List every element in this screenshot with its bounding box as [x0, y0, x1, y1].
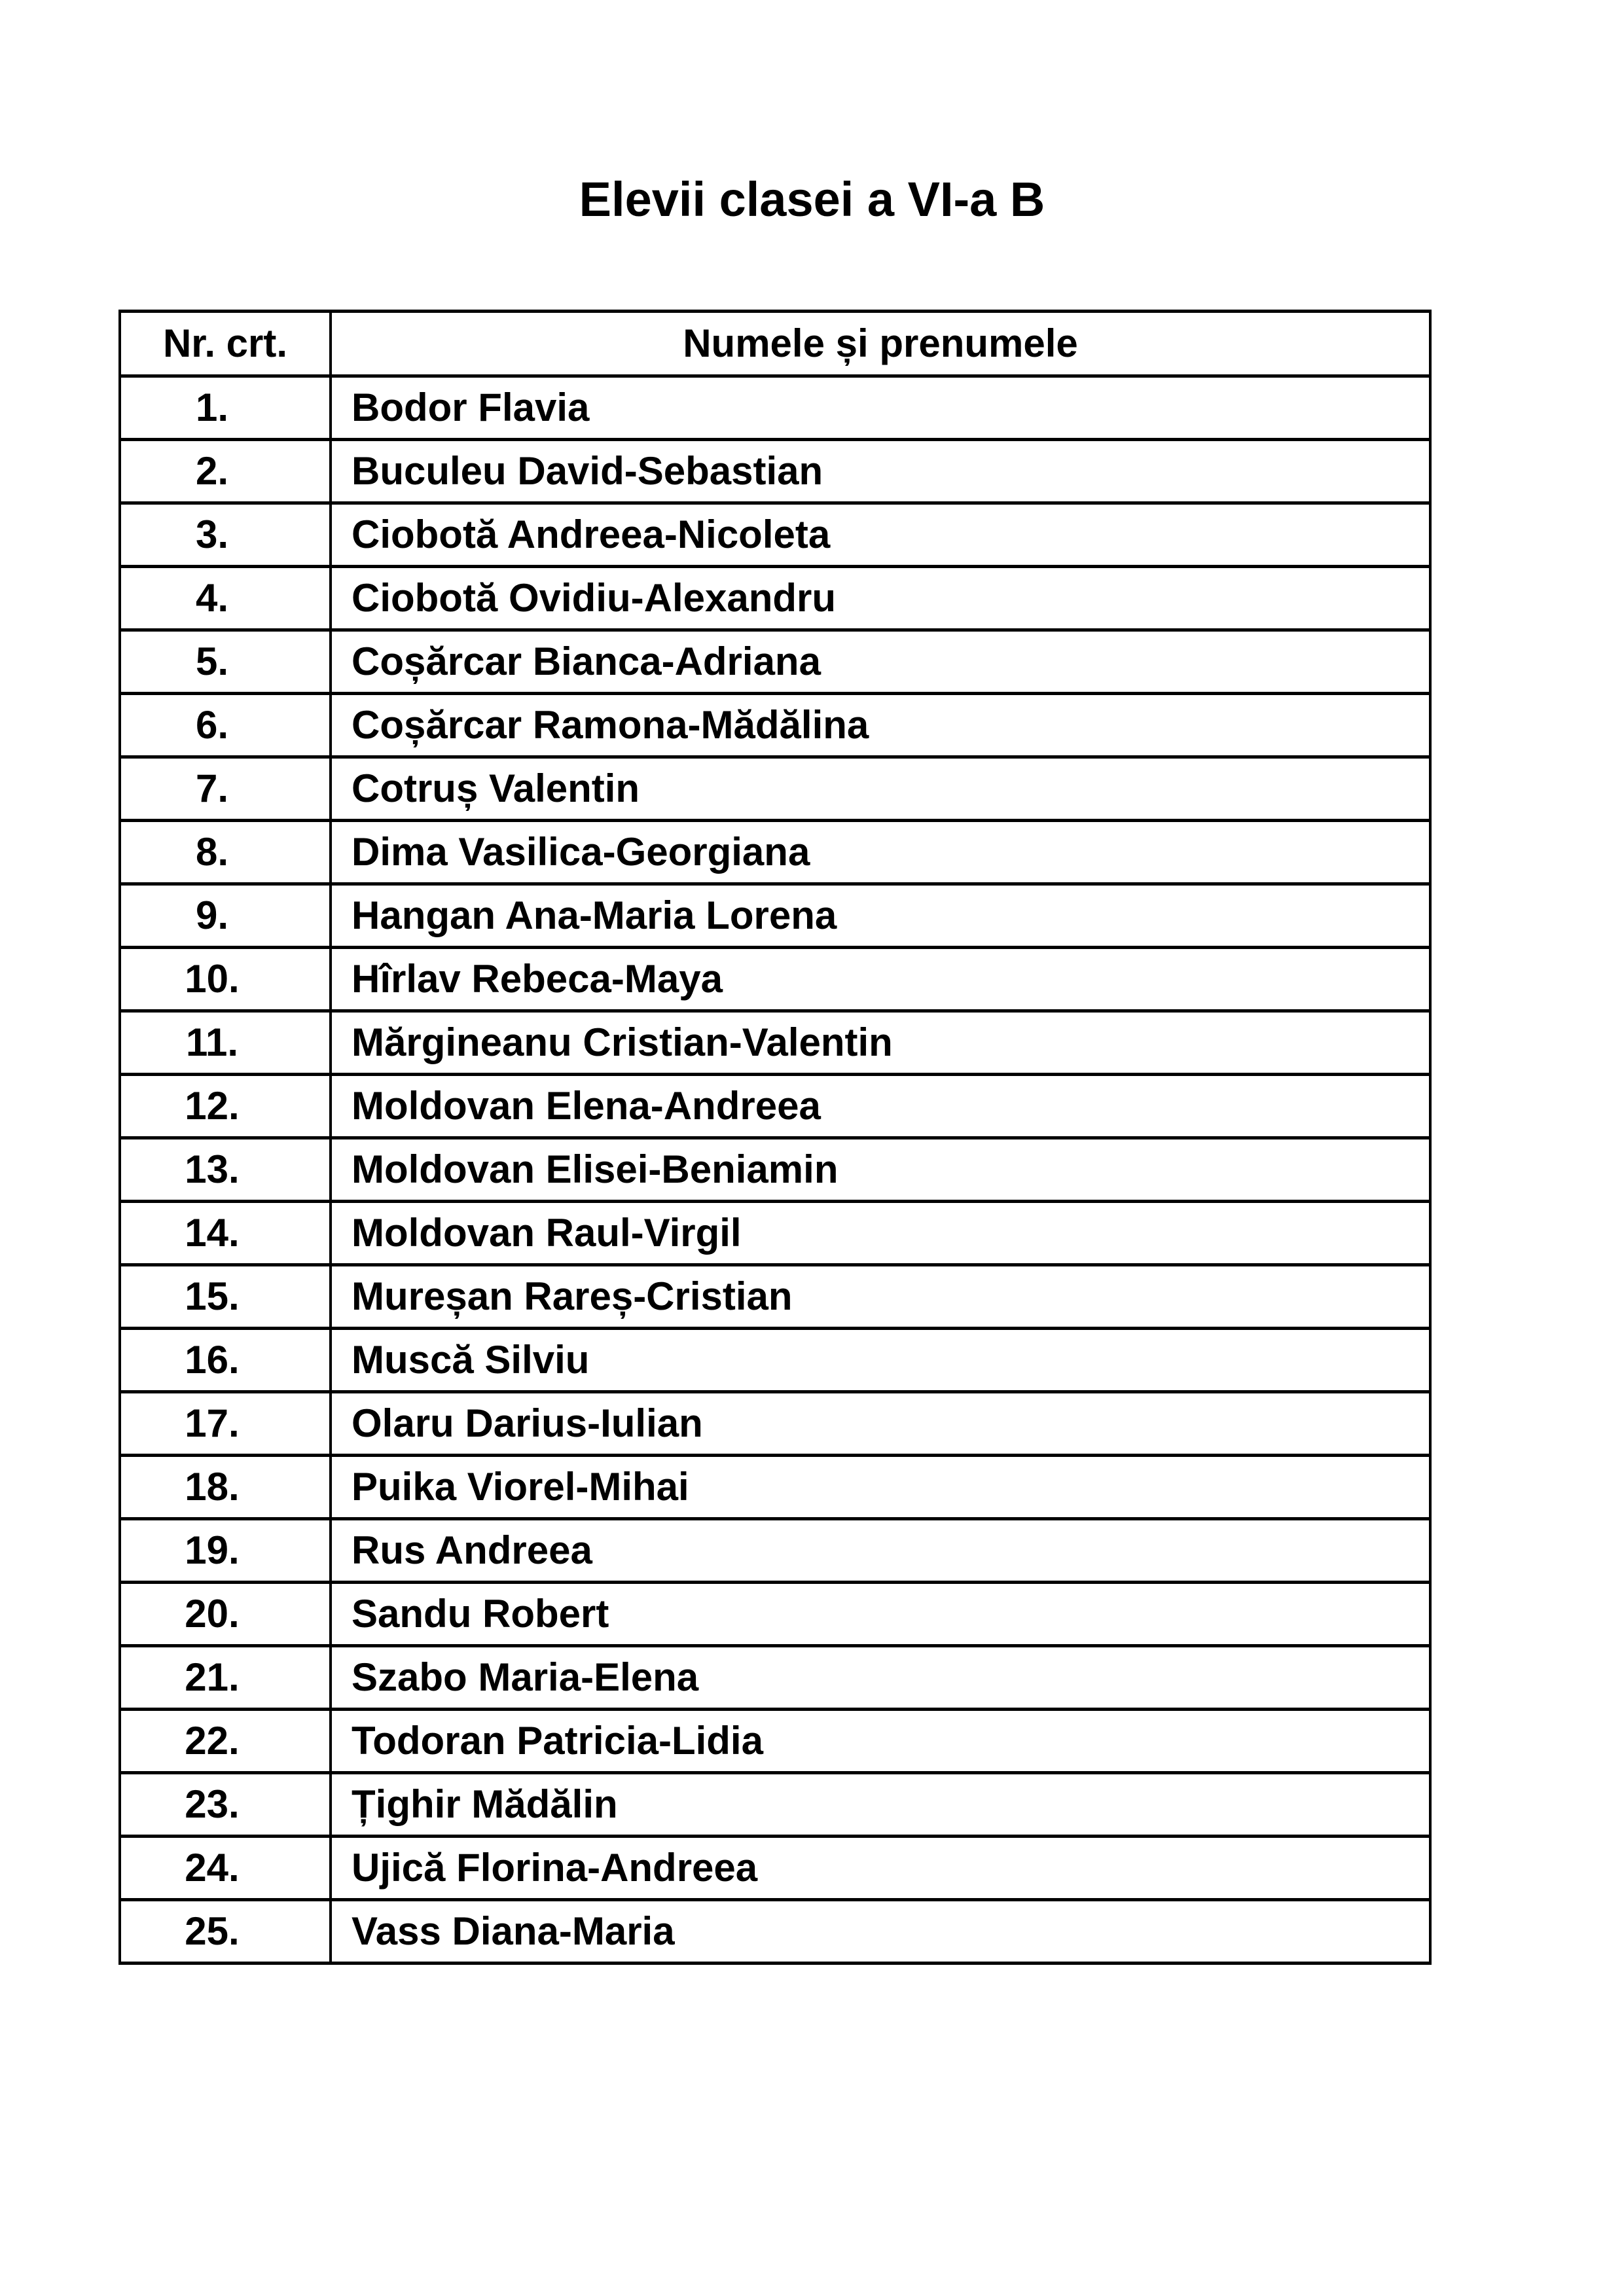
- row-number-cell: 10.: [120, 948, 331, 1011]
- row-number-cell: 11.: [120, 1011, 331, 1075]
- table-row: [120, 630, 1430, 694]
- row-number-cell: 19.: [120, 1519, 331, 1583]
- table-row: [120, 1837, 1430, 1900]
- table-row: [120, 1583, 1430, 1646]
- column-header-nr: Nr. crt.: [120, 312, 331, 376]
- student-name-cell: Mărgineanu Cristian-Valentin: [331, 1011, 1430, 1075]
- table-row: [120, 440, 1430, 503]
- row-number-cell: 18.: [120, 1456, 331, 1519]
- row-number-cell: 23.: [120, 1773, 331, 1837]
- table-row: [120, 821, 1430, 884]
- table-row: [120, 884, 1430, 948]
- row-number-cell: 17.: [120, 1392, 331, 1456]
- student-name-cell: Ujică Florina-Andreea: [331, 1837, 1430, 1900]
- student-name-cell: Rus Andreea: [331, 1519, 1430, 1583]
- table-row: [120, 694, 1430, 757]
- student-name-cell: Puika Viorel-Mihai: [331, 1456, 1430, 1519]
- table-row: [120, 1519, 1430, 1583]
- row-number-cell: 22.: [120, 1710, 331, 1773]
- table-row: [120, 757, 1430, 821]
- student-name-cell: Coșărcar Bianca-Adriana: [331, 630, 1430, 694]
- row-number-cell: 8.: [120, 821, 331, 884]
- row-number-cell: 14.: [120, 1202, 331, 1265]
- student-name-cell: Olaru Darius-Iulian: [331, 1392, 1430, 1456]
- student-name-cell: Ciobotă Andreea-Nicoleta: [331, 503, 1430, 567]
- row-number-cell: 1.: [120, 376, 331, 440]
- student-name-cell: Moldovan Elena-Andreea: [331, 1075, 1430, 1138]
- students-table: [118, 310, 1432, 1965]
- student-name-cell: Buculeu David-Sebastian: [331, 440, 1430, 503]
- table-row: [120, 1710, 1430, 1773]
- table-row: [120, 567, 1430, 630]
- row-number-cell: 25.: [120, 1900, 331, 1964]
- row-number-cell: 20.: [120, 1583, 331, 1646]
- page-title: Elevii clasei a VI-a B: [579, 172, 1045, 226]
- student-name-cell: Szabo Maria-Elena: [331, 1646, 1430, 1710]
- student-name-cell: Hîrlav Rebeca-Maya: [331, 948, 1430, 1011]
- table-row: [120, 1392, 1430, 1456]
- row-number-cell: 15.: [120, 1265, 331, 1329]
- row-number-cell: 12.: [120, 1075, 331, 1138]
- table-row: [120, 1456, 1430, 1519]
- table-header-row: [120, 312, 1430, 376]
- table-row: [120, 376, 1430, 440]
- student-name-cell: Hangan Ana-Maria Lorena: [331, 884, 1430, 948]
- student-name-cell: Vass Diana-Maria: [331, 1900, 1430, 1964]
- student-name-cell: Cotruș Valentin: [331, 757, 1430, 821]
- student-name-cell: Dima Vasilica-Georgiana: [331, 821, 1430, 884]
- table-row: [120, 503, 1430, 567]
- table-row: [120, 1900, 1430, 1964]
- column-header-name: Numele și prenumele: [331, 312, 1430, 376]
- table-row: [120, 1011, 1430, 1075]
- student-name-cell: Muscă Silviu: [331, 1329, 1430, 1392]
- row-number-cell: 2.: [120, 440, 331, 503]
- student-name-cell: Ciobotă Ovidiu-Alexandru: [331, 567, 1430, 630]
- student-name-cell: Mureșan Rareș-Cristian: [331, 1265, 1430, 1329]
- row-number-cell: 16.: [120, 1329, 331, 1392]
- student-name-cell: Todoran Patricia-Lidia: [331, 1710, 1430, 1773]
- table-body: [120, 376, 1430, 1964]
- row-number-cell: 4.: [120, 567, 331, 630]
- table-row: [120, 1138, 1430, 1202]
- student-name-cell: Moldovan Raul-Virgil: [331, 1202, 1430, 1265]
- table-row: [120, 948, 1430, 1011]
- table-row: [120, 1202, 1430, 1265]
- student-name-cell: Coșărcar Ramona-Mădălina: [331, 694, 1430, 757]
- table-row: [120, 1075, 1430, 1138]
- student-name-cell: Sandu Robert: [331, 1583, 1430, 1646]
- row-number-cell: 7.: [120, 757, 331, 821]
- table-row: [120, 1646, 1430, 1710]
- row-number-cell: 6.: [120, 694, 331, 757]
- table-row: [120, 1265, 1430, 1329]
- row-number-cell: 9.: [120, 884, 331, 948]
- table-header: [120, 312, 1430, 376]
- row-number-cell: 24.: [120, 1837, 331, 1900]
- row-number-cell: 21.: [120, 1646, 331, 1710]
- row-number-cell: 3.: [120, 503, 331, 567]
- student-name-cell: Țighir Mădălin: [331, 1773, 1430, 1837]
- students-table-container: [118, 310, 1432, 1965]
- student-name-cell: Moldovan Elisei-Beniamin: [331, 1138, 1430, 1202]
- row-number-cell: 13.: [120, 1138, 331, 1202]
- table-row: [120, 1773, 1430, 1837]
- student-name-cell: Bodor Flavia: [331, 376, 1430, 440]
- table-row: [120, 1329, 1430, 1392]
- row-number-cell: 5.: [120, 630, 331, 694]
